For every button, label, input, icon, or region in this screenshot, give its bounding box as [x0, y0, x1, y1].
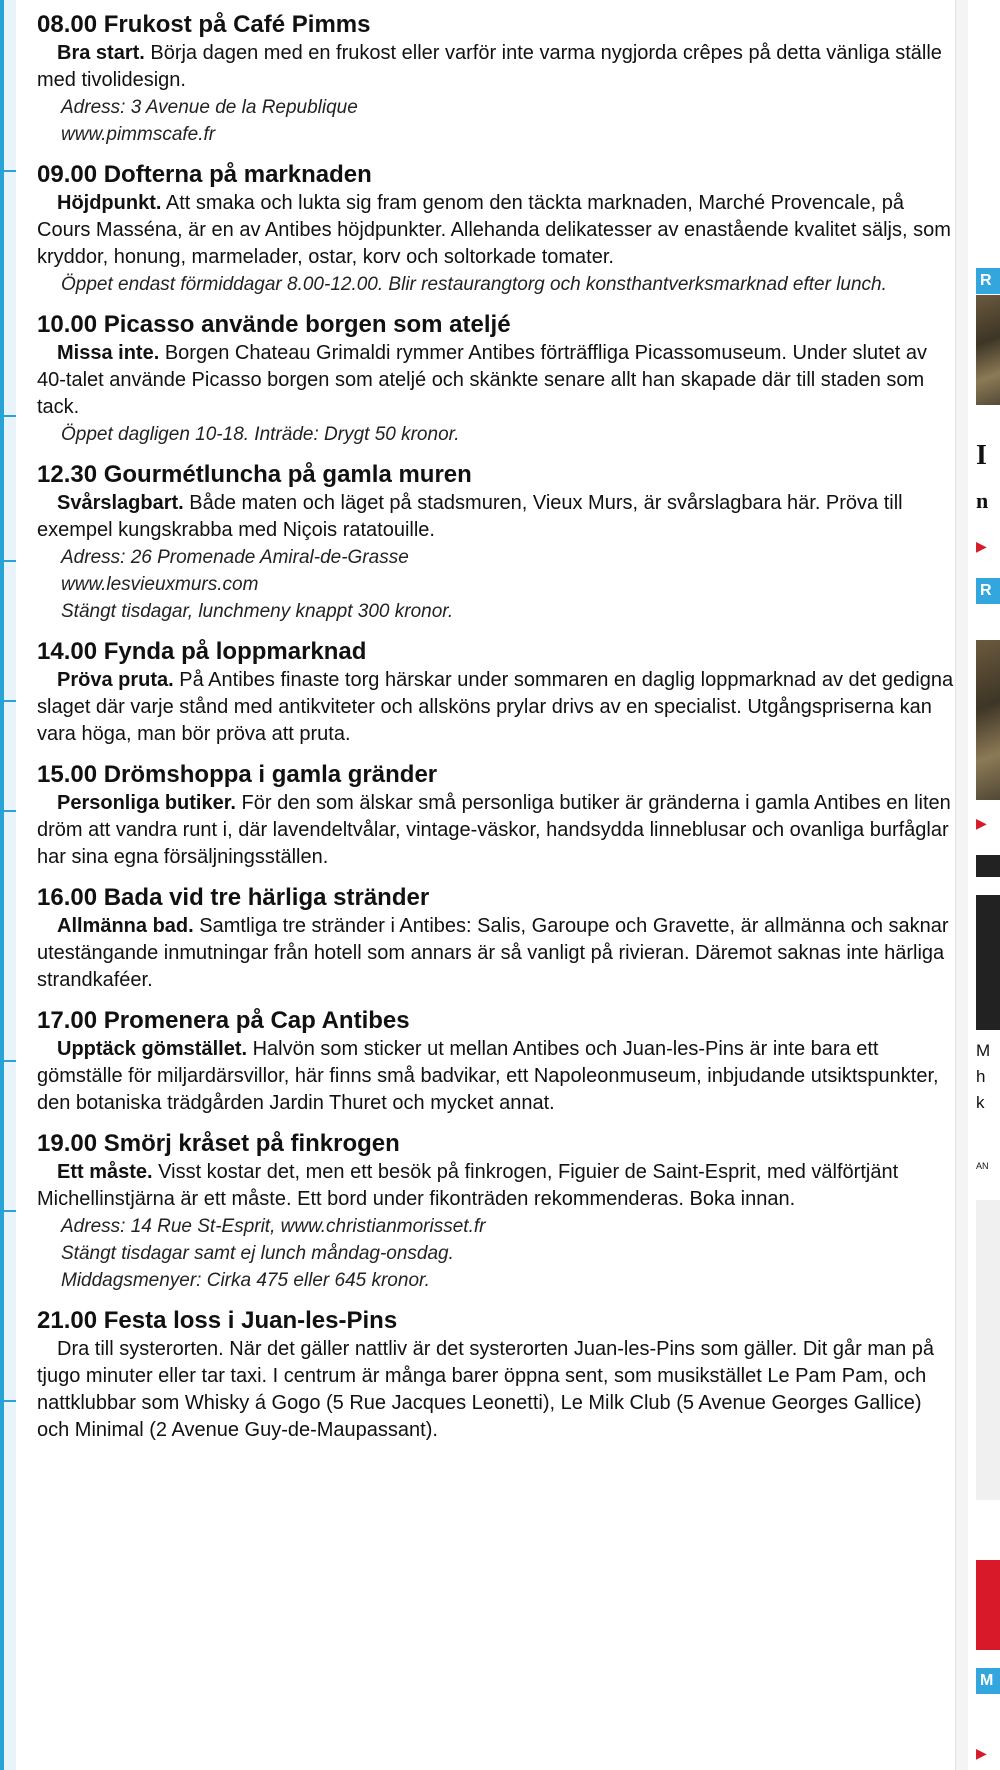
sidebar-photo[interactable] — [976, 295, 1000, 405]
entry-info: Adress: 3 Avenue de la Republique — [61, 97, 358, 118]
rail-tick — [0, 560, 16, 562]
entry-text: För den som älskar små personliga butiker är gränderna i gamla Antibes en liten dröm att vandra runt i, där lavendeltvålar, vintage-väskor, handsydda linneblusar och ovanliga burfåglar har sina egna försäljningsställen. — [37, 792, 951, 868]
entry-body — [37, 790, 957, 871]
schedule-entry — [37, 10, 957, 148]
entry-title: 17.00 Promenera på Cap Antibes — [37, 1007, 410, 1034]
entry-title: 12.30 Gourmétluncha på gamla muren — [37, 461, 472, 488]
column-divider — [955, 0, 969, 1770]
entry-lead: Pröva pruta. — [57, 669, 174, 691]
sidebar-photo[interactable] — [976, 640, 1000, 800]
entry-info: Stängt tisdagar samt ej lunch måndag-onsdag. — [61, 1243, 454, 1264]
left-rail — [0, 0, 16, 1770]
entry-info: Adress: 14 Rue St-Esprit, www.christianmorisset.fr — [61, 1216, 486, 1237]
sidebar-headline[interactable]: I — [976, 440, 987, 471]
entry-info: Öppet dagligen 10-18. Inträde: Drygt 50 kronor. — [61, 424, 460, 445]
entry-text: Börja dagen med en frukost eller varför inte varma nygjorda crêpes på detta vänliga ställe med tivolidesign. — [37, 42, 942, 91]
rail-tick — [0, 1060, 16, 1062]
entry-title: 16.00 Bada vid tre härliga stränder — [37, 884, 430, 911]
entry-info: Öppet endast förmiddagar 8.00-12.00. Blir restaurangtorg och konsthantverksmarknad efter lunch. — [61, 274, 887, 295]
sidebar-bar — [976, 855, 1000, 877]
entry-body — [37, 490, 957, 544]
sidebar-ad-label: AN — [976, 1161, 989, 1171]
sidebar-ad[interactable] — [976, 1200, 1000, 1500]
arrow-icon: ▶ — [976, 538, 987, 554]
schedule-entry — [37, 760, 957, 871]
entry-lead: Ett måste. — [57, 1161, 153, 1183]
entry-lead: Personliga butiker. — [57, 792, 236, 814]
arrow-icon: ▶ — [976, 1745, 987, 1761]
entry-info: Adress: 26 Promenade Amiral-de-Grasse — [61, 547, 409, 568]
entry-info: Middagsmenyer: Cirka 475 eller 645 kronor. — [61, 1270, 430, 1291]
entry-body — [37, 667, 957, 748]
entry-title: 09.00 Dofterna på marknaden — [37, 161, 372, 188]
schedule-entry — [37, 1306, 957, 1444]
schedule-entry — [37, 1129, 957, 1294]
sidebar-section-header[interactable]: R — [976, 268, 1000, 294]
entry-text: Samtliga tre stränder i Antibes: Salis, Garoupe och Gravette, är allmänna och saknar utestängande inmutningar från hotell som annars är så vanligt på rivieran. Däremot saknas inte härliga strandkaféer. — [37, 915, 949, 991]
schedule-entry — [37, 160, 957, 298]
entry-title: 10.00 Picasso använde borgen som ateljé — [37, 311, 511, 338]
sidebar-banner[interactable] — [976, 1560, 1000, 1650]
entry-info: Stängt tisdagar, lunchmeny knappt 300 kronor. — [61, 601, 454, 622]
entry-info[interactable]: www.pimmscafe.fr — [61, 124, 216, 145]
entry-text: Halvön som sticker ut mellan Antibes och Juan-les-Pins är inte bara ett gömställe för miljardärsvillor, här finns små badvikar, ett Napoleonmuseum, inbjudande utsiktspunkter, den botaniska trädgården Jardin Thuret och mycket annat. — [37, 1038, 939, 1114]
rail-tick — [0, 415, 16, 417]
article — [37, 10, 957, 1456]
entry-text: Visst kostar det, men ett besök på finkrogen, Figuier de Saint-Esprit, med välförtjänt Michellinstjärna är ett måste. Ett bord under fikonträden rekommenderas. Boka innan. — [37, 1161, 899, 1210]
schedule-entry — [37, 310, 957, 448]
sidebar-headline: n — [976, 488, 989, 513]
sidebar-text: k — [976, 1093, 985, 1112]
entry-lead: Svårslagbart. — [57, 492, 184, 514]
entry-lead: Allmänna bad. — [57, 915, 194, 937]
entry-text: Borgen Chateau Grimaldi rymmer Antibes förträffliga Picassomuseum. Under slutet av 40-talet använde Picasso borgen som ateljé och skänkte senare allt han skapade där till staden som tack. — [37, 342, 927, 418]
entry-body — [37, 190, 957, 271]
schedule-entry — [37, 1006, 957, 1117]
entry-body — [37, 40, 957, 94]
entry-body — [37, 340, 957, 421]
entry-lead: Höjdpunkt. — [57, 192, 162, 214]
sidebar-text: h — [976, 1067, 986, 1086]
entry-body: Dra till systerorten. När det gäller nattliv är det systerorten Juan-les-Pins som gäller. Dit går man på tjugo minuter eller tar taxi. I centrum är många barer öppna sent, som musikstället Le Pam Pam, och nattklubbar som Whisky á Gogo (5 Rue Jacques Leonetti), Le Milk Club (5 Avenue Georges Gallice) och Minimal (2 Avenue Guy-de-Maupassant). — [37, 1338, 935, 1441]
entry-lead: Upptäck gömstället. — [57, 1038, 248, 1060]
entry-lead: Bra start. — [57, 42, 145, 64]
entry-title: 08.00 Frukost på Café Pimms — [37, 11, 371, 38]
schedule-entry — [37, 637, 957, 748]
rail-tick — [0, 1400, 16, 1402]
entry-title: 15.00 Drömshoppa i gamla gränder — [37, 761, 438, 788]
sidebar-section-header[interactable]: M — [976, 1668, 1000, 1694]
entry-title: 14.00 Fynda på loppmarknad — [37, 638, 367, 665]
sidebar-video[interactable] — [976, 895, 1000, 1030]
entry-text: På Antibes finaste torg härskar under sommaren en daglig loppmarknad av det gedigna slaget där varje stånd med antikviteter och allsköns prylar drivs av en specialist. Utgångspriserna kan vara höga, man bör pröva att pruta. — [37, 669, 954, 745]
entry-title: 19.00 Smörj kråset på finkrogen — [37, 1130, 400, 1157]
rail-tick — [0, 170, 16, 172]
entry-title: 21.00 Festa loss i Juan-les-Pins — [37, 1307, 398, 1334]
rail-tick — [0, 810, 16, 812]
rail-line — [0, 0, 4, 1770]
entry-text: Att smaka och lukta sig fram genom den täckta marknaden, Marché Provencale, på Cours Masséna, är en av Antibes höjdpunkter. Allehanda delikatesser av enastående kvalitet säljs, som kryddor, honung, marmelader, ostar, korv och soltorkade tomater. — [37, 192, 951, 268]
schedule-entry — [37, 460, 957, 625]
sidebar-text: M — [976, 1041, 991, 1060]
schedule-entry — [37, 883, 957, 994]
sidebar-section-header[interactable]: R — [976, 578, 1000, 604]
entry-body — [37, 1159, 957, 1213]
entry-lead: Missa inte. — [57, 342, 160, 364]
entry-body — [37, 913, 957, 994]
rail-tick — [0, 1210, 16, 1212]
arrow-icon: ▶ — [976, 815, 987, 831]
rail-tick — [0, 700, 16, 702]
entry-body — [37, 1036, 957, 1117]
sidebar — [968, 0, 1000, 1770]
entry-text: Både maten och läget på stadsmuren, Vieux Murs, är svårslagbara här. Pröva till exempel kungskrabba med Niçois ratatouille. — [37, 492, 903, 541]
entry-info[interactable]: www.lesvieuxmurs.com — [61, 574, 259, 595]
